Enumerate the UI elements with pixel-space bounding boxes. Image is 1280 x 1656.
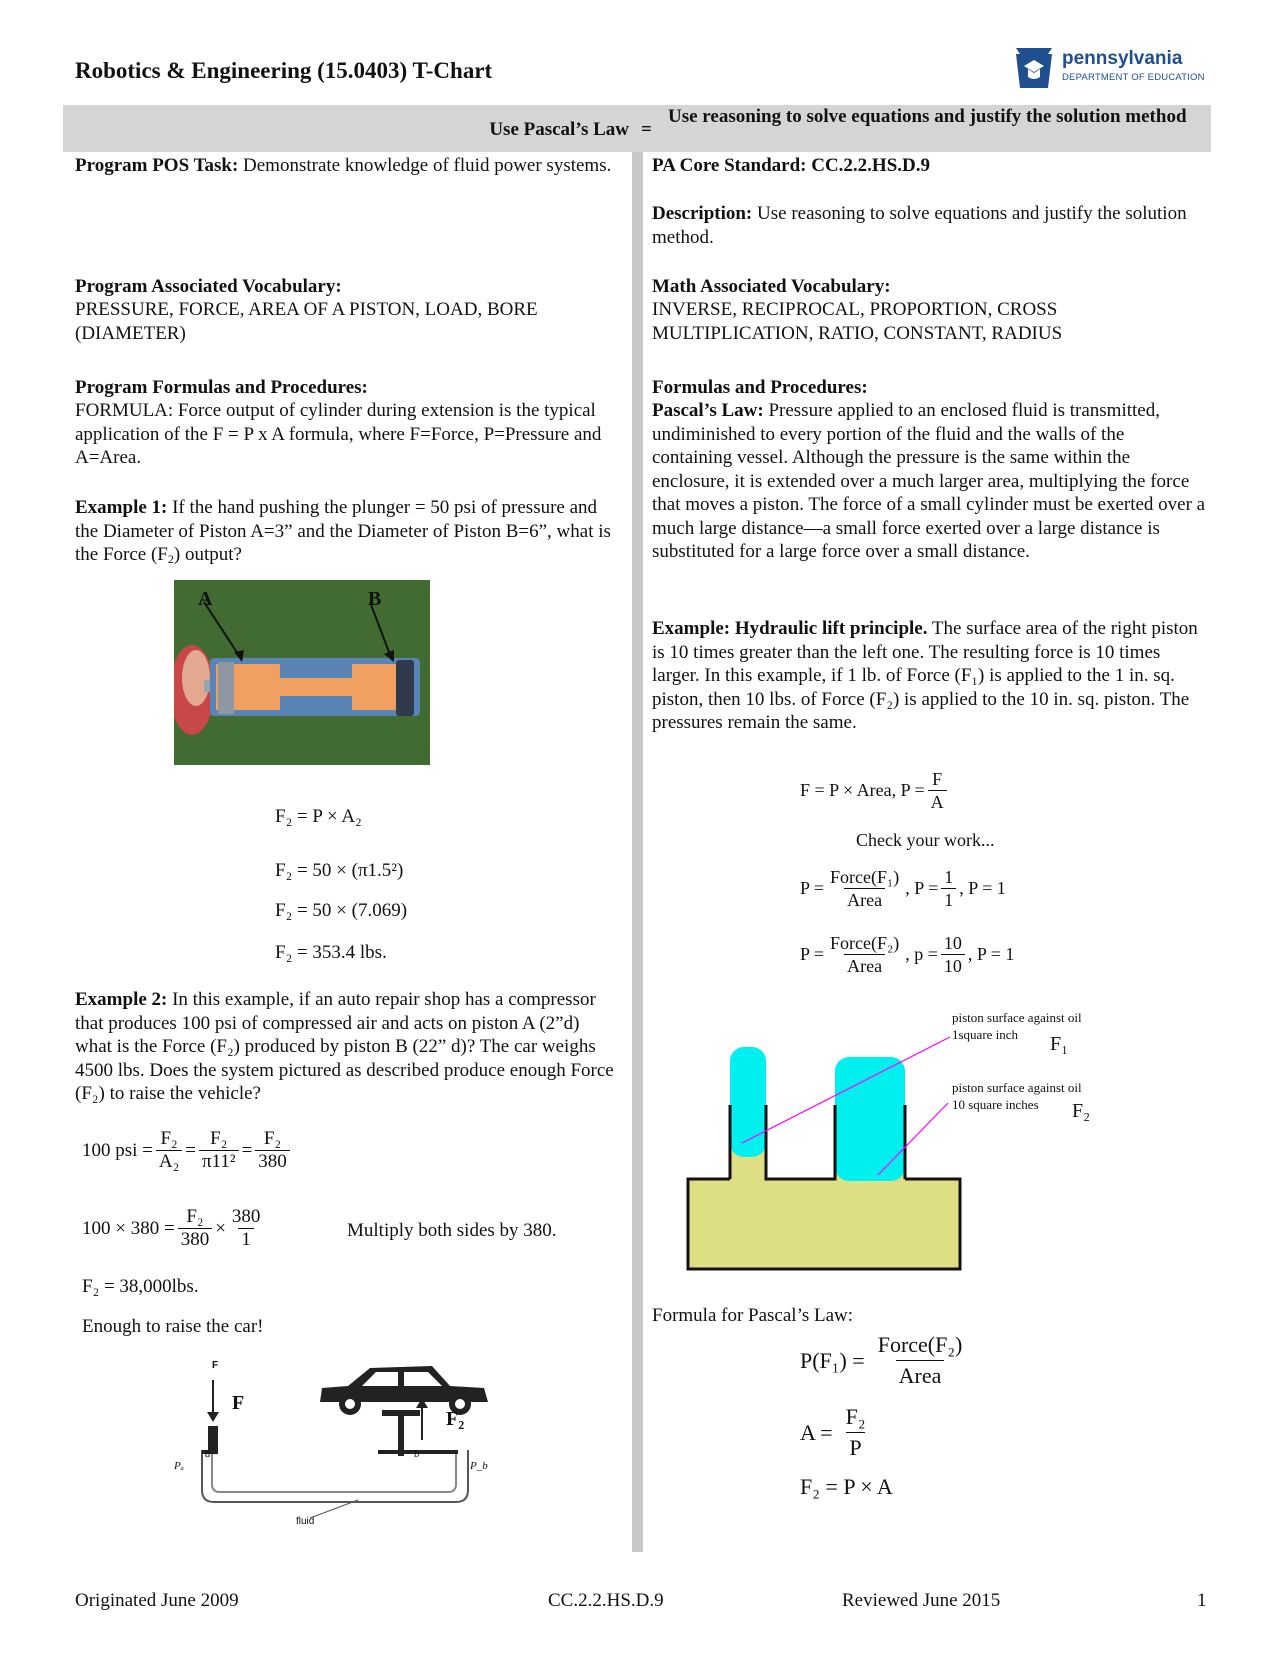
check2-force: Force(F₂) xyxy=(830,933,900,953)
program-vocab-heading: Program Associated Vocabulary: xyxy=(75,276,342,297)
diag-f2: F₂ xyxy=(446,1408,465,1430)
program-formulas-heading: Program Formulas and Procedures: xyxy=(75,377,368,398)
calc2-note: Multiply both sides by 380. xyxy=(347,1220,557,1241)
description xyxy=(652,202,1192,249)
check-eq1 xyxy=(800,866,1006,911)
footer-page: 1 xyxy=(1197,1590,1207,1611)
description-label: Description: xyxy=(652,203,753,224)
check2-result: , P = 1 xyxy=(967,944,1015,964)
calc2-lhs: 100 × 380 = xyxy=(82,1217,175,1239)
calc2-one: 1 xyxy=(238,1228,254,1251)
pascal-formula-heading: Formula for Pascal’s Law: xyxy=(652,1305,854,1326)
calc1-a2: A₂ xyxy=(156,1150,182,1173)
banner xyxy=(63,105,1211,152)
eq-main-a: A xyxy=(928,790,947,813)
check2-num: 10 xyxy=(943,933,962,953)
eq-main-f: F xyxy=(932,769,943,789)
pascal-formula-2 xyxy=(800,1402,872,1463)
eq-main-text: F = P × Area, P = xyxy=(800,780,925,800)
pa-logo xyxy=(1010,44,1210,92)
check1-area: Area xyxy=(844,888,885,911)
keystone-icon xyxy=(1010,44,1058,92)
calc2-380a: 380 xyxy=(178,1228,213,1251)
banner-left: Use Pascal’s Law xyxy=(489,119,629,140)
hydraulic-example-label: Example: Hydraulic lift principle. xyxy=(652,618,928,639)
pf-num: Force(F₂) xyxy=(877,1332,963,1357)
check1-num: 1 xyxy=(944,867,954,887)
pascal-label: Pascal’s Law: xyxy=(652,400,764,421)
column-divider xyxy=(632,152,643,1552)
math-vocab-text: INVERSE, RECIPROCAL, PROPORTION, CROSS MULTIPLICATION, RATIO, CONSTANT, RADIUS xyxy=(652,299,1063,344)
banner-equals: = xyxy=(641,119,652,140)
diag-fluid: fluid xyxy=(296,1516,315,1527)
calc3: F₂ = 38,000lbs. xyxy=(82,1276,199,1297)
check2-mid: , p = xyxy=(905,944,938,964)
footer-originated: Originated June 2009 xyxy=(75,1590,239,1611)
pos-task-label: Program POS Task: xyxy=(75,155,239,176)
diag-a: a xyxy=(205,1448,211,1460)
check1-result: , P = 1 xyxy=(959,878,1006,898)
pos-task xyxy=(75,154,620,178)
check1-den: 1 xyxy=(941,888,956,911)
conclusion: Enough to raise the car! xyxy=(82,1316,264,1337)
eq-main xyxy=(800,768,950,813)
example1-label: Example 1: xyxy=(75,497,168,518)
math-vocab-heading: Math Associated Vocabulary: xyxy=(652,276,891,297)
lift-label-2a: piston surface against oil xyxy=(952,1080,1082,1095)
ex1-eq2: F₂ = 50 × (π1.5²) xyxy=(275,860,404,881)
check2-area: Area xyxy=(844,954,885,977)
a-den: P xyxy=(846,1432,864,1463)
formulas-heading: Formulas and Procedures: xyxy=(652,377,868,398)
example1-text-b: ) output? xyxy=(173,544,242,565)
ex1-eq4: F₂ = 353.4 lbs. xyxy=(275,942,387,963)
check1-force: Force(F₁) xyxy=(830,867,900,887)
example1 xyxy=(75,496,620,567)
example2-text: In this example, if an auto repair shop has a compressor that produces 100 psi of compressed air and acts on piston A (2”d) what is the Force (F₂) produced by piston B (22” d)? The car weighs 4500 lbs. Does the system pictured as described produce enough Force (F₂) to raise the vehicle? xyxy=(75,989,614,1104)
example1-text-a: If the hand pushing the plunger = 50 psi of pressure and the Diameter of Piston A=3” and the Diameter of Piston B=6”, what is the Force (F xyxy=(75,497,611,565)
calc1-f2-a: F₂ xyxy=(160,1128,178,1149)
check2-p: P = xyxy=(800,944,824,964)
lift-f1: F₁ xyxy=(1050,1033,1069,1055)
diag-f-bold: F xyxy=(232,1392,245,1414)
pascal-text: Pressure applied to an enclosed fluid is transmitted, undiminished to every portion of the fluid and the walls of the containing vessel. Although the pressure is the same within the enclosure, it is extended over a much larger area, multiplying the force that moves a piston. The force of a small cylinder must be exerted over a much large distance—a small force exerted over a large distance is substituted for a large force over a small distance. xyxy=(652,400,1206,562)
example1-sub: 2 xyxy=(167,552,174,566)
logo-dept: DEPARTMENT OF EDUCATION xyxy=(1062,72,1205,83)
check1-p: P = xyxy=(800,878,824,898)
footer-standard: CC.2.2.HS.D.9 xyxy=(548,1590,664,1611)
calc1: 100 psi = $\frac{\text{F₂}}{\text{A₂}}$ = $\frac{\text{F₂}}{\text{π11²}}$ = $\frac{\text{F₂}}{380}$ xyxy=(82,1128,293,1173)
a-lhs: A = xyxy=(800,1419,833,1445)
calc2: 100 × 380 = $\frac{\text{F₂}}{380}$ × $\frac{380}{1}$ xyxy=(82,1206,266,1251)
program-vocab-text: PRESSURE, FORCE, AREA OF A PISTON, LOAD, BORE (DIAMETER) xyxy=(75,299,538,344)
pascal-formula-3: F₂ = P × A xyxy=(800,1474,893,1499)
car-lift-illustration xyxy=(170,1350,520,1530)
pf-lhs: P(F₁) = xyxy=(800,1347,865,1373)
calc2-f2: F₂ xyxy=(186,1206,204,1227)
program-formulas-text: FORMULA: Force output of cylinder during extension is the typical application of the F = P x A formula, where F=Force, P=Pressure and A=Area. xyxy=(75,400,602,468)
piston-label-b: B xyxy=(368,588,382,610)
pascal-law xyxy=(652,399,1207,564)
diag-pa: Pₐ xyxy=(174,1460,184,1472)
pf-den: Area xyxy=(896,1360,945,1391)
calc1-f2-b: F₂ xyxy=(210,1128,228,1149)
lift-label-1a: piston surface against oil xyxy=(952,1010,1082,1025)
a-num: F₂ xyxy=(845,1404,866,1429)
hydraulic-lift-diagram xyxy=(680,1005,1140,1275)
hydraulic-lift-illustration xyxy=(680,1005,1140,1275)
ex1-eq3: F₂ = 50 × (7.069) xyxy=(275,900,408,921)
description-text: Use reasoning to solve equations and justify the solution method. xyxy=(652,203,1187,248)
piston-label-a: A xyxy=(198,588,213,610)
diag-b: b xyxy=(414,1448,420,1460)
page-title: Robotics & Engineering (15.0403) T-Chart xyxy=(75,58,493,83)
hydraulic-example-text: The surface area of the right piston is 10 times greater than the left one. The resulting force is 10 times larger. In this example, if 1 lb. of Force (F₁) is applied to the 1 in. sq. piston, then 10 lbs. of Force (F₂) is applied to the 10 in. sq. piston. The pressures remain the same. xyxy=(652,618,1198,733)
pos-task-text: Demonstrate knowledge of fluid power systems. xyxy=(243,155,612,176)
piston-image xyxy=(174,580,430,765)
pascal-formula-1 xyxy=(800,1330,968,1391)
calc1-f2-c: F₂ xyxy=(263,1128,282,1149)
calc1-lhs: 100 psi = xyxy=(82,1139,153,1161)
example2-label: Example 2: xyxy=(75,989,168,1010)
lift-f2: F₂ xyxy=(1072,1100,1091,1122)
diag-f-small: F xyxy=(212,1360,219,1371)
car-lift-diagram xyxy=(170,1350,520,1530)
calc1-380: 380 xyxy=(255,1150,290,1173)
example2 xyxy=(75,988,620,1106)
check-eq2 xyxy=(800,932,1014,977)
core-standard: PA Core Standard: CC.2.2.HS.D.9 xyxy=(652,155,930,176)
check2-den: 10 xyxy=(941,954,965,977)
ex1-eq1: F₂ = P × A₂ xyxy=(275,806,362,827)
calc2-380b: 380 xyxy=(231,1206,261,1227)
check1-mid: , P = xyxy=(905,878,939,898)
footer-reviewed: Reviewed June 2015 xyxy=(842,1590,1001,1611)
banner-right: Use reasoning to solve equations and justify the solution method xyxy=(668,106,1187,127)
logo-name: pennsylvania xyxy=(1062,48,1183,69)
hydraulic-example xyxy=(652,617,1207,735)
diag-pb: P_b xyxy=(470,1460,488,1472)
lift-label-1b: 1square inch xyxy=(952,1027,1019,1042)
lift-label-2b: 10 square inches xyxy=(952,1097,1039,1112)
check-work: Check your work... xyxy=(856,830,995,850)
calc1-pi: π11² xyxy=(199,1150,239,1173)
